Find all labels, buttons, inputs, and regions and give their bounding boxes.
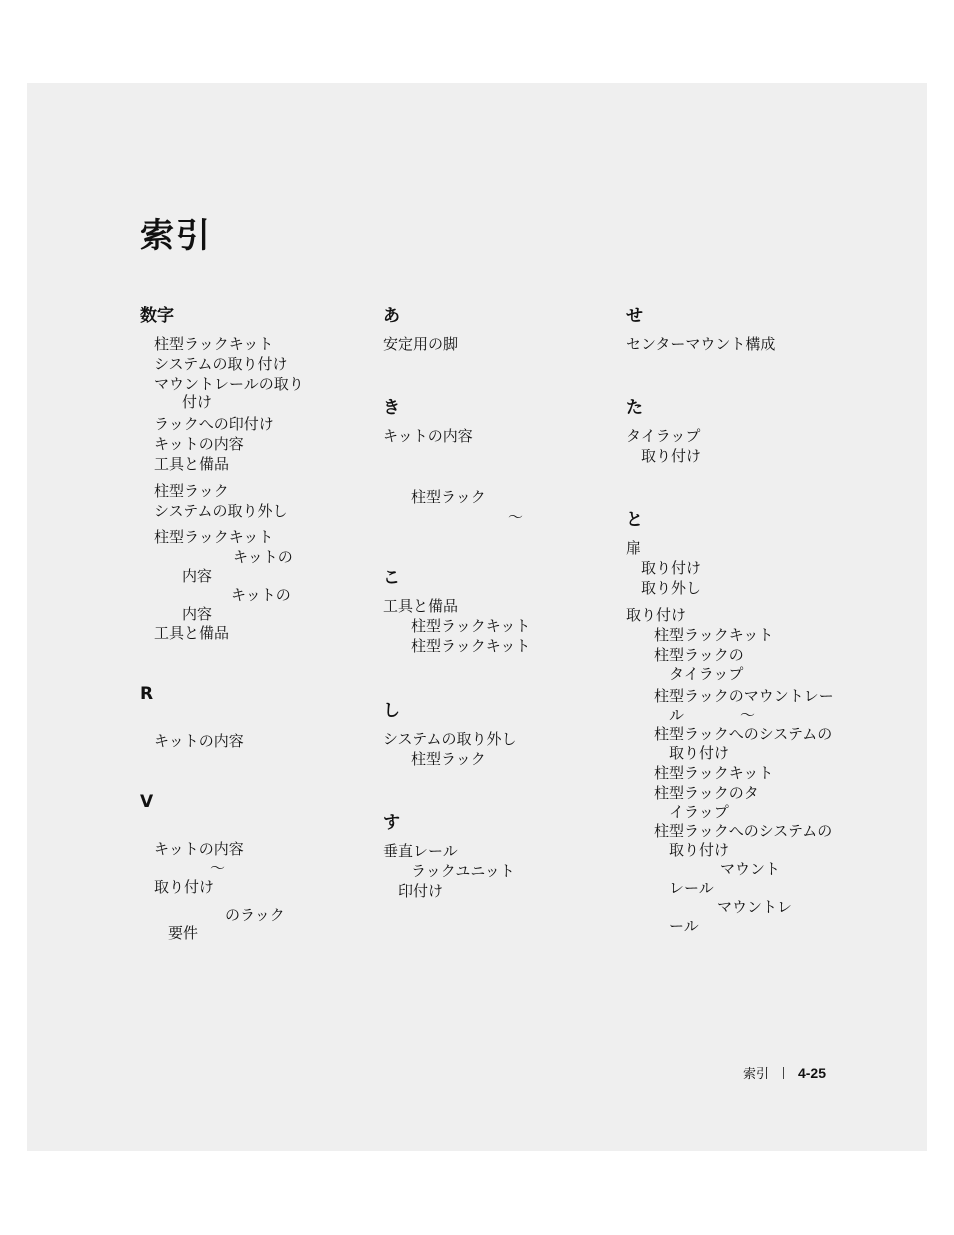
index-entry: 取り外し <box>641 579 702 597</box>
index-entry: 取り付け <box>669 744 730 762</box>
index-entry: タイラップ <box>669 665 744 683</box>
index-entry: ラックへの印付け <box>154 415 274 433</box>
index-entry: タイラップ <box>626 427 701 445</box>
index-section-se <box>626 303 856 354</box>
index-section-numbers <box>140 303 350 643</box>
index-entry: 柱型ラック <box>411 488 486 506</box>
index-entry: 柱型ラックキット <box>154 528 274 546</box>
index-entry: 扉 <box>626 539 642 557</box>
index-entry: 柱型ラックキット <box>411 617 531 635</box>
section-heading: き <box>383 398 400 418</box>
index-section-to <box>626 507 856 935</box>
index-entry: 柱型ラックキット <box>411 637 531 655</box>
section-heading: と <box>626 510 643 530</box>
section-heading: し <box>383 701 400 721</box>
index-section-su <box>383 810 603 901</box>
index-column-3 <box>626 303 856 935</box>
index-entry: 内容 <box>182 567 213 585</box>
index-entry: 取り付け <box>154 878 215 896</box>
index-entry: 取り付け <box>669 841 730 859</box>
index-entry: イラップ <box>669 803 729 821</box>
index-entry: キットの内容 <box>154 435 244 453</box>
index-entry: 柱型ラック <box>154 482 229 500</box>
section-heading: た <box>626 398 643 418</box>
index-section-ta <box>626 395 856 466</box>
index-column-1 <box>140 303 350 942</box>
index-entry: 柱型ラックキット <box>654 626 774 644</box>
index-section-r <box>140 681 350 751</box>
index-entry: キットの <box>233 548 293 566</box>
index-entry: マウント <box>720 860 781 878</box>
index-entry: 柱型ラックの <box>654 646 744 664</box>
index-entry: キットの内容 <box>154 732 244 750</box>
index-entry: 要件 <box>168 924 199 942</box>
index-section-v <box>140 789 350 942</box>
index-entry: のラック <box>225 906 285 924</box>
index-entry: ラックユニット <box>411 862 515 880</box>
index-section-shi <box>383 698 603 769</box>
index-entry: 内容 <box>182 605 213 623</box>
index-entry: 柱型ラックキット <box>654 764 774 782</box>
index-entry: 印付け <box>398 882 444 900</box>
index-entry: 工具と備品 <box>154 455 230 473</box>
index-entry: レール <box>669 879 714 897</box>
index-entry <box>626 706 856 724</box>
page-title: 索引 <box>140 216 212 256</box>
section-heading: R <box>140 684 154 704</box>
section-heading: あ <box>383 306 400 326</box>
section-heading: す <box>383 813 400 833</box>
index-entry: 柱型ラックキット <box>154 335 274 353</box>
footer-separator <box>783 1067 784 1079</box>
section-heading: 数字 <box>140 306 174 326</box>
section-heading: せ <box>626 306 643 326</box>
index-entry: 取り付け <box>641 559 702 577</box>
index-section-ko <box>383 565 603 656</box>
index-section-ki <box>383 395 603 527</box>
index-entry: キットの <box>231 586 291 604</box>
index-entry: 柱型ラックへのシステムの <box>654 725 833 743</box>
range-tilde: ～ <box>740 706 756 724</box>
index-entry: 工具と備品 <box>383 597 459 615</box>
index-entry: 工具と備品 <box>154 624 230 642</box>
index-entry: 柱型ラック <box>411 750 486 768</box>
index-entry: 付け <box>182 393 213 411</box>
page-footer <box>743 1063 826 1082</box>
index-entry: マウントレ <box>717 898 793 916</box>
index-entry: センターマウント構成 <box>626 335 776 353</box>
index-column-2 <box>383 303 603 901</box>
index-entry: ～ <box>210 859 226 877</box>
index-section-a <box>383 303 603 354</box>
index-entry: システムの取り外し <box>383 730 517 748</box>
index-entry: システムの取り外し <box>154 502 288 520</box>
index-entry: 柱型ラックのマウントレー <box>654 687 834 705</box>
section-heading: V <box>140 792 154 812</box>
index-entry: 安定用の脚 <box>383 335 459 353</box>
index-entry: 柱型ラックへのシステムの <box>654 822 833 840</box>
index-entry: キットの内容 <box>383 427 473 445</box>
index-entry: 取り付け <box>641 447 702 465</box>
index-entry: システムの取り付け <box>154 355 288 373</box>
index-entry-text: ル <box>669 706 685 724</box>
footer-label: 索引 <box>742 1067 769 1082</box>
index-entry: ール <box>669 917 699 935</box>
index-entry: 柱型ラックのタ <box>654 784 759 802</box>
index-entry: 垂直レール <box>383 842 458 860</box>
index-entry: キットの内容 <box>154 840 244 858</box>
section-heading: こ <box>383 568 400 588</box>
index-entry: 取り付け <box>626 606 687 624</box>
index-entry: マウントレールの取り <box>154 375 304 393</box>
page-number: 4-25 <box>797 1064 826 1081</box>
index-entry: ～ <box>508 508 524 526</box>
